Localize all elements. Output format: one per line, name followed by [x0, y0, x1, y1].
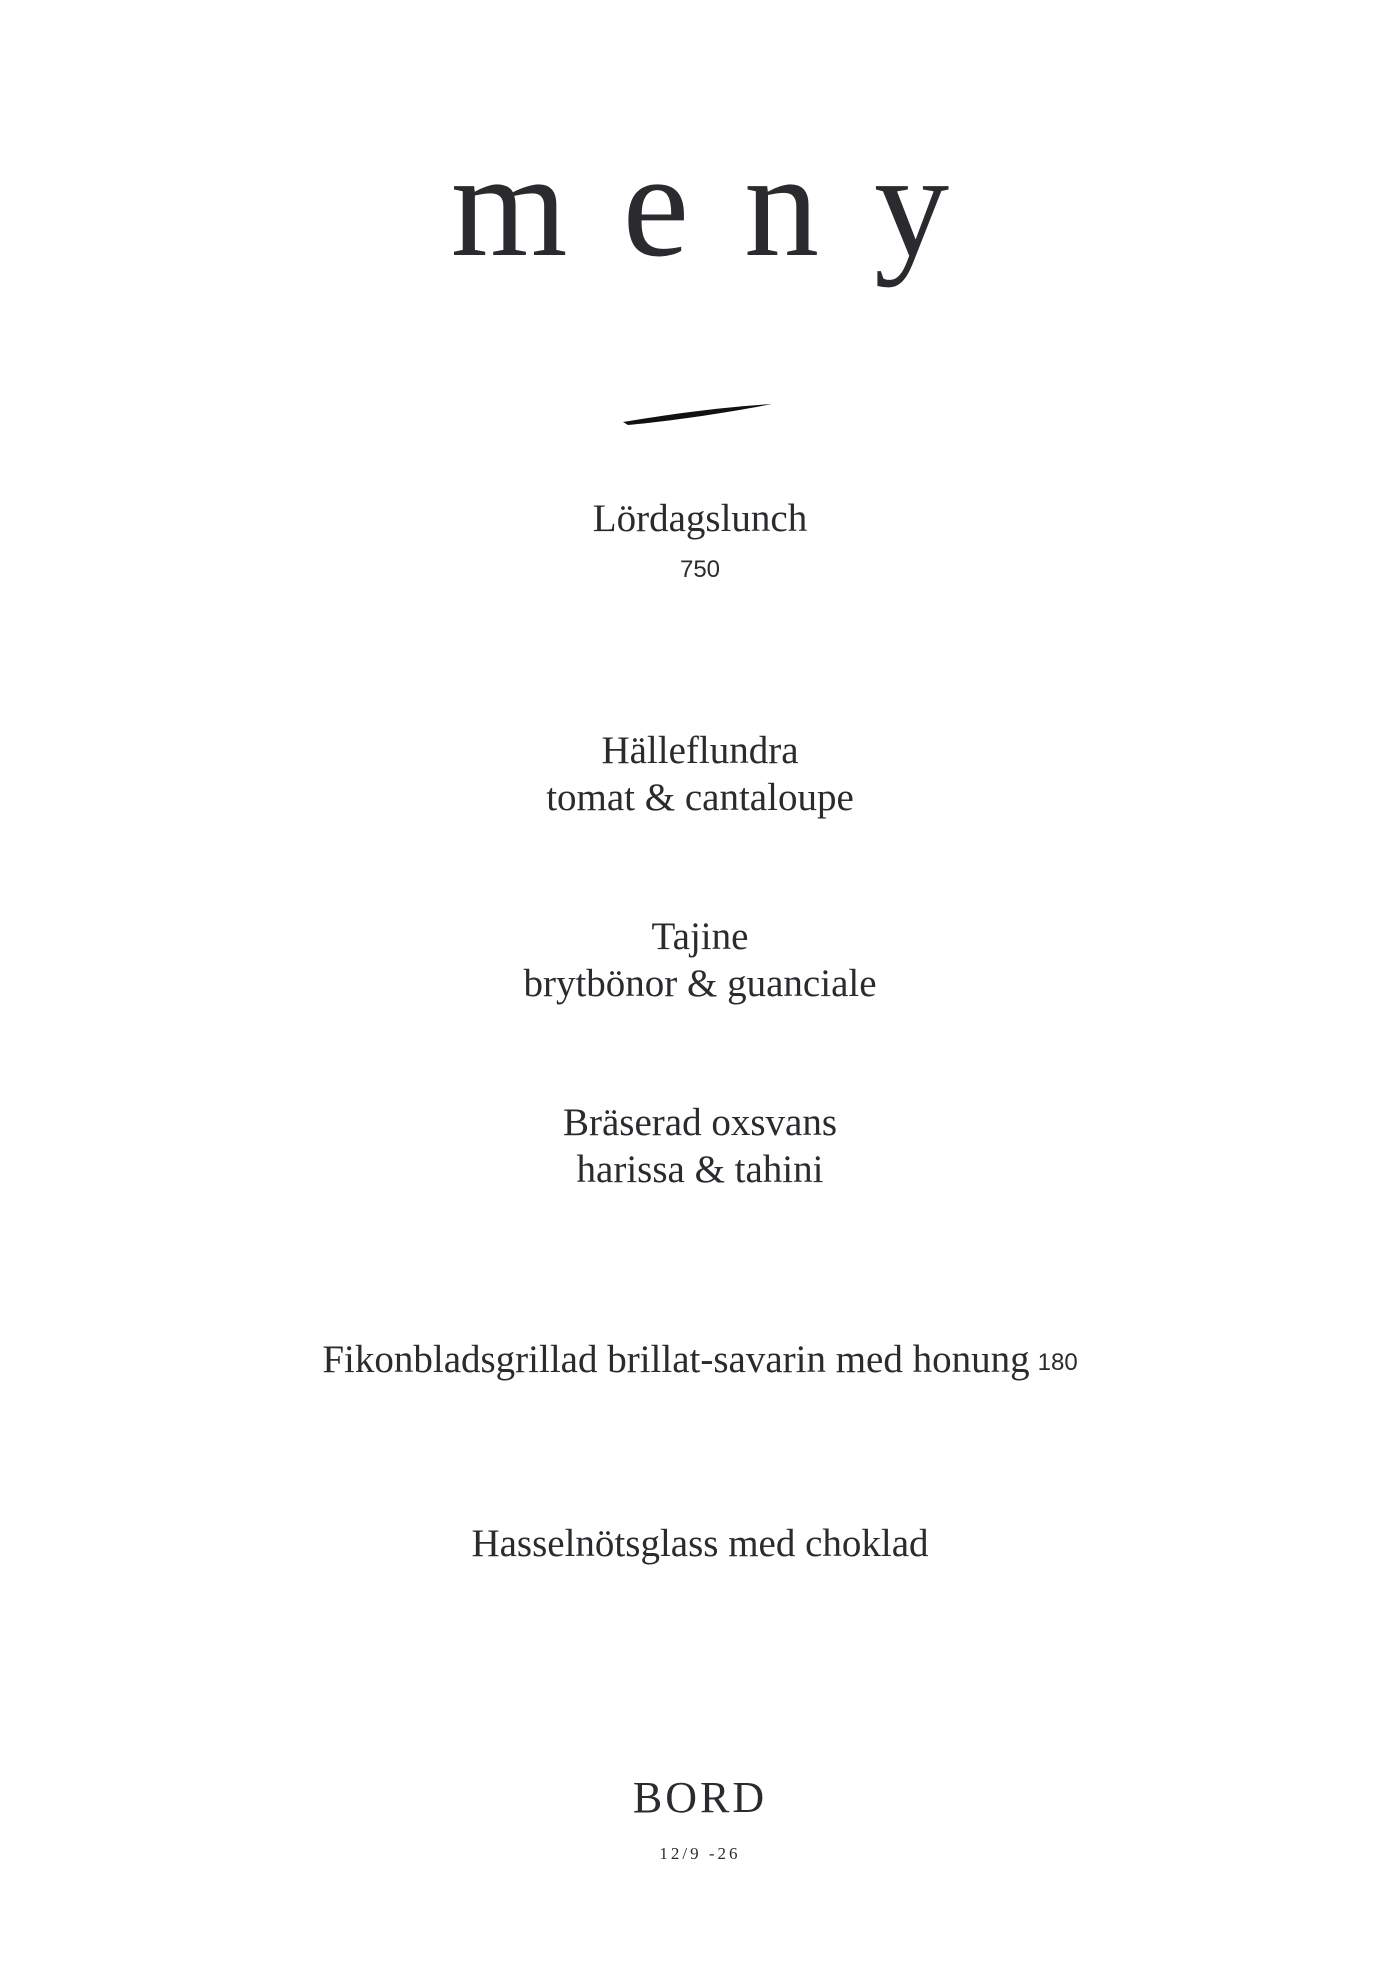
- course-item: [0, 1099, 1400, 1193]
- dessert-item: [0, 1520, 1400, 1567]
- course-name: Bräserad oxsvans: [562, 1101, 837, 1144]
- cheese-name: Fikonbladsgrillad brillat-savarin med honung: [322, 1338, 1030, 1381]
- lunch-price: 750: [679, 556, 721, 583]
- course-item: [0, 727, 1400, 821]
- course-name: Tajine: [651, 915, 749, 958]
- cheese-item: [0, 1336, 1400, 1386]
- course-detail: harissa & tahini: [576, 1148, 824, 1191]
- course-item: [0, 913, 1400, 1007]
- brush-stroke-divider: [620, 398, 780, 428]
- dessert-name: Hasselnötsglass med choklad: [471, 1522, 929, 1565]
- course-detail: tomat & cantaloupe: [546, 776, 854, 819]
- footer-brand: BORD: [632, 1773, 768, 1822]
- footer-date: 12/9 -26: [659, 1844, 741, 1863]
- menu-title: meny: [450, 122, 1005, 288]
- cheese-price: 180: [1037, 1349, 1078, 1376]
- lunch-title: Lördagslunch: [592, 497, 808, 540]
- course-name: Hälleflundra: [601, 729, 799, 772]
- course-detail: brytbönor & guanciale: [523, 962, 877, 1005]
